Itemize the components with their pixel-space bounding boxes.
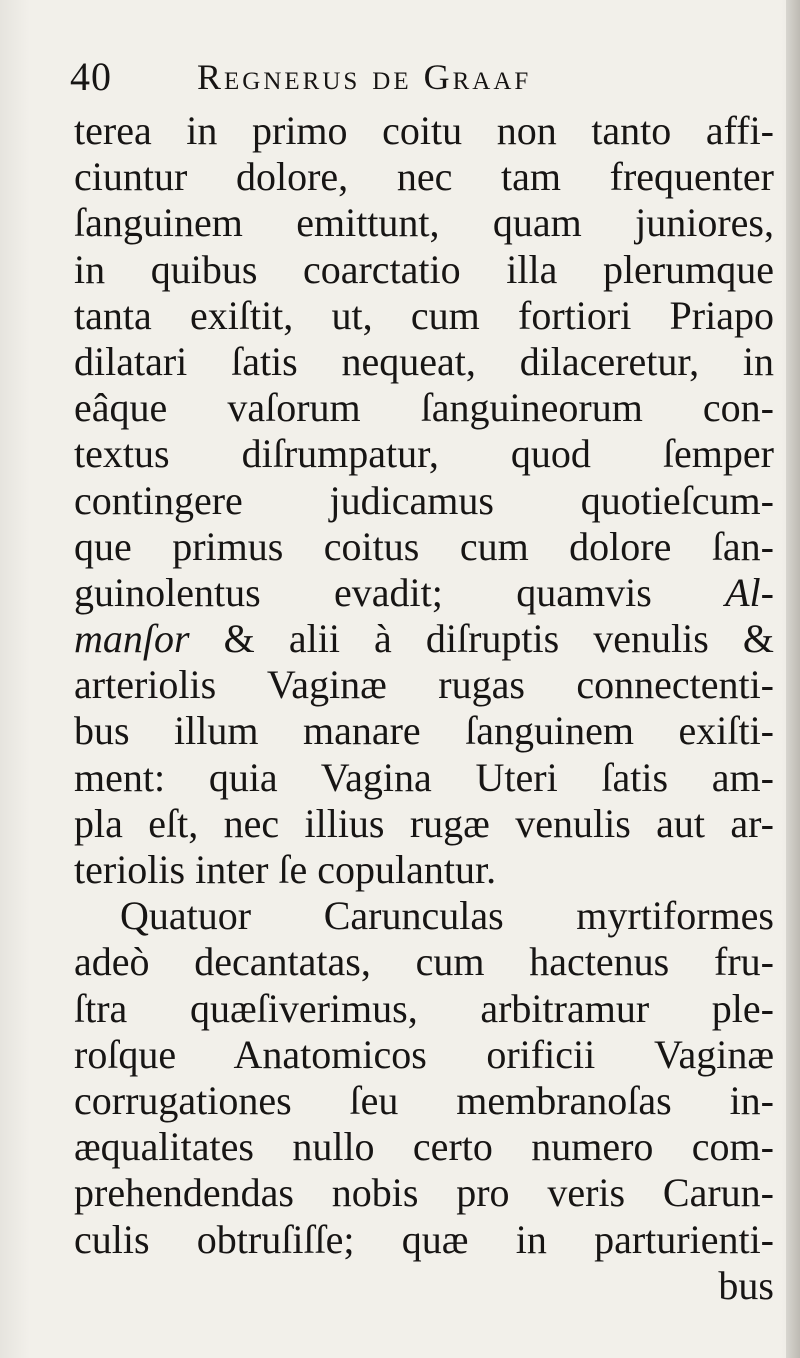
text-line: arteriolis Vaginæ rugas connectenti- (74, 662, 774, 708)
text-line: textus diſrumpatur, quod ſemper (74, 431, 774, 477)
text-line: que primus coitus cum dolore ſan- (74, 523, 774, 569)
text-line: bus illum manare ſanguinem exiſti- (74, 708, 774, 754)
text-line: æqualitates nullo certo numero com- (74, 1124, 774, 1170)
page-edge-shadow (786, 0, 800, 1358)
italic-name: manſor (74, 616, 190, 662)
italic-name: Al- (725, 569, 774, 615)
body-text (74, 108, 774, 1309)
text-line: adeò decantatas, cum hactenus fru- (74, 939, 774, 985)
text-line: ciuntur dolore, nec tam frequenter (74, 154, 774, 200)
paragraph-end-line: teriolis inter ſe copulantur. (74, 847, 497, 892)
text-line: corrugationes ſeu membranoſas in- (74, 1077, 774, 1123)
running-title: Regnerus de Graaf (197, 57, 532, 97)
text-line: guinolentus evadit; quamvis Al- (74, 569, 774, 615)
page-number: 40 (70, 54, 112, 99)
text-line: ment: quia Vagina Uteri ſatis am- (74, 754, 774, 800)
text-line: dilatari ſatis nequeat, dilaceretur, in (74, 338, 774, 384)
text-line: eâque vaſorum ſanguineorum con- (74, 385, 774, 431)
text-line: ſtra quæſiverimus, arbitramur ple- (74, 985, 774, 1031)
paragraph-start-line: Quatuor Carunculas myrtiformes (120, 893, 774, 939)
text-line: in quibus coarctatio illa plerumque (74, 246, 774, 292)
catchword: bus (718, 1262, 774, 1308)
text-line: ſanguinem emittunt, quam juniores, (74, 200, 774, 246)
text-line: manſor & alii à diſruptis venulis & (74, 616, 774, 662)
text-line: culis obtruſiſſe; quæ in parturienti- (74, 1216, 774, 1262)
text-line: roſque Anatomicos orificii Vaginæ (74, 1031, 774, 1077)
page-header (70, 52, 730, 102)
text-line: pla eſt, nec illius rugæ venulis aut ar- (74, 800, 774, 846)
text-line: tanta exiſtit, ut, cum fortiori Priapo (74, 292, 774, 338)
text-line: terea in primo coitu non tanto affi- (74, 108, 774, 153)
text-line: contingere judicamus quotieſcum- (74, 477, 774, 523)
text-line: prehendendas nobis pro veris Carun- (74, 1170, 774, 1216)
